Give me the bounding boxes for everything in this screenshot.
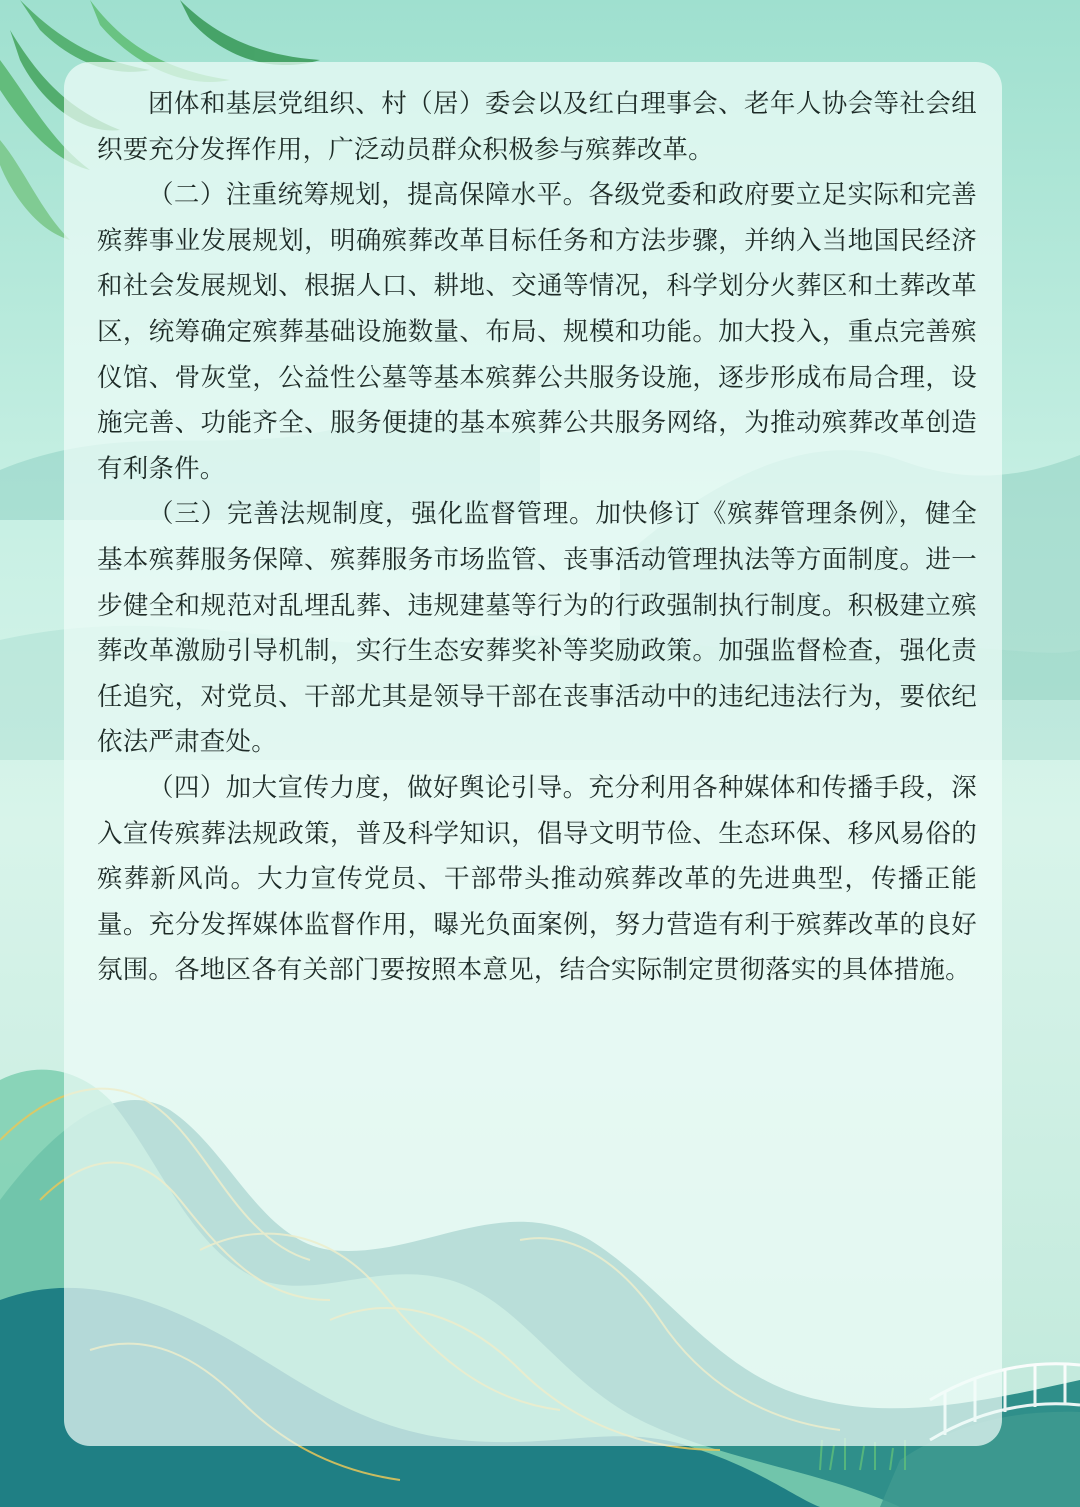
paragraph-4: （四）加大宣传力度，做好舆论引导。充分利用各种媒体和传播手段，深入宣传殡葬法规政策，普及科学知识，倡导文明节俭、生态环保、移风易俗的殡葬新风尚。大力宣传党员、干部带头推动殡葬改革的先进典型，传播正能量。充分发挥媒体监督作用，曝光负面案例，努力营造有利于殡葬改革的良好氛围。各地区各有关部门要按照本意见，结合实际制定贯彻落实的具体措施。	[97, 772, 977, 986]
paragraph-3: （三）完善法规制度，强化监督管理。加快修订《殡葬管理条例》，健全基本殡葬服务保障、殡葬服务市场监管、丧事活动管理执法等方面制度。进一步健全和规范对乱埋乱葬、违规建墓等行为的行政强制执行制度。积极建立殡葬改革激励引导机制，实行生态安葬奖补等奖励政策。加强监督检查，强化责任追究，对党员、干部尤其是领导干部在丧事活动中的违纪违法行为，要依纪依法严肃查处。	[97, 499, 977, 758]
paragraph-1: 团体和基层党组织、村（居）委会以及红白理事会、老年人协会等社会组织要充分发挥作用，广泛动员群众积极参与殡葬改革。	[97, 89, 977, 165]
paragraph-2: （二）注重统筹规划，提高保障水平。各级党委和政府要立足实际和完善殡葬事业发展规划，明确殡葬改革目标任务和方法步骤，并纳入当地国民经济和社会发展规划、根据人口、耕地、交通等情况，科学划分火葬区和土葬改革区，统筹确定殡葬基础设施数量、布局、规模和功能。加大投入，重点完善殡仪馆、骨灰堂，公益性公墓等基本殡葬公共服务设施，逐步形成布局合理，设施完善、功能齐全、服务便捷的基本殡葬公共服务网络，为推动殡葬改革创造有利条件。	[97, 180, 977, 484]
document-body	[97, 82, 977, 994]
